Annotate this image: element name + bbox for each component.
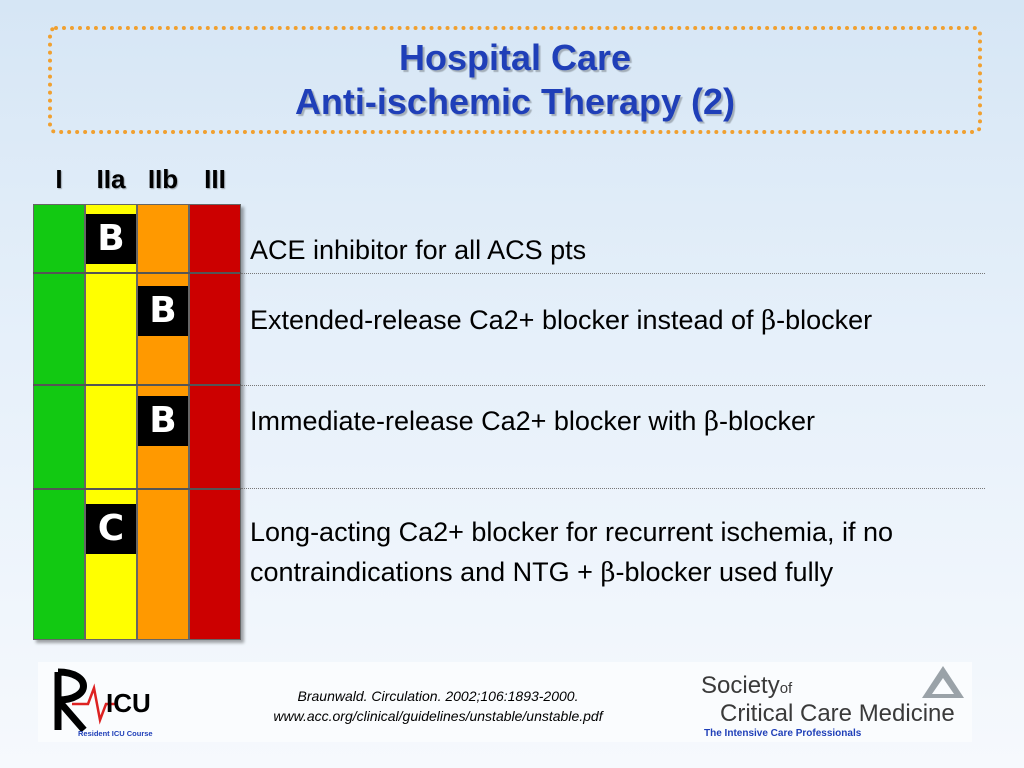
- beta-symbol: β: [600, 558, 616, 588]
- text-part: Extended-release Ca2+ blocker instead of: [250, 305, 762, 335]
- class-headers: [0, 164, 260, 200]
- grid-row-divider: [33, 488, 241, 490]
- sccm-logo: [698, 662, 970, 742]
- recommendation-text: ACE inhibitor for all ACS pts: [250, 235, 587, 265]
- evidence-level: B: [149, 400, 177, 441]
- evidence-level: C: [97, 508, 125, 549]
- class-iii-column: [189, 204, 241, 640]
- ricu-logo-text: ICU: [106, 688, 151, 718]
- evidence-badge: [86, 214, 136, 264]
- citation-line-1: Braunwald. Circulation. 2002;106:1893-2000.: [297, 688, 579, 704]
- text-part: -blocker used fully: [615, 557, 834, 587]
- evidence-badge: [138, 396, 188, 446]
- row-separator: [241, 385, 985, 386]
- text-part: -blocker: [718, 406, 816, 436]
- class-header-iib: IIb: [147, 164, 179, 194]
- grid-row-divider: [33, 384, 241, 386]
- class-iia-column: [85, 204, 137, 640]
- class-i-column: [33, 204, 85, 640]
- evidence-badge: [138, 286, 188, 336]
- ricu-logo: [48, 666, 183, 740]
- sccm-of: of: [779, 680, 793, 697]
- title-line-2: Anti-ischemic Therapy (2): [294, 81, 736, 122]
- recommendation-text: [250, 401, 990, 442]
- evidence-badge: [86, 504, 136, 554]
- ricu-logo-subtitle: Resident ICU Course: [78, 729, 153, 738]
- title-box: [48, 26, 982, 134]
- sccm-logo-line-2: Critical Care Medicine: [720, 700, 955, 727]
- text-part: -blocker: [776, 305, 873, 335]
- sccm-logo-line-1: [701, 672, 792, 700]
- text-part: Long-acting Ca2+ blocker for recurrent ischemia, if no contraindications and NTG +: [250, 517, 894, 587]
- sccm-triangle-icon: [920, 664, 966, 700]
- text-part: Immediate-release Ca2+ blocker with: [250, 406, 704, 436]
- recommendation-text: [250, 300, 990, 341]
- beta-symbol: β: [761, 306, 777, 336]
- title-line-1: Hospital Care: [398, 37, 632, 78]
- evidence-level: B: [149, 290, 177, 331]
- sccm-society: Society: [701, 672, 780, 699]
- class-header-i: I: [55, 164, 63, 194]
- recommendation-grid: [33, 204, 241, 640]
- citation: [218, 686, 658, 726]
- beta-symbol: β: [703, 407, 719, 437]
- evidence-level: B: [97, 218, 125, 259]
- class-header-iia: IIa: [96, 164, 126, 194]
- grid-row-divider: [33, 272, 241, 274]
- citation-line-2: www.acc.org/clinical/guidelines/unstable/unstable.pdf: [273, 708, 603, 724]
- footer: [38, 662, 972, 742]
- row-separator: [241, 273, 985, 274]
- sccm-tagline: The Intensive Care Professionals: [704, 728, 862, 739]
- class-header-iii: III: [204, 164, 226, 194]
- recommendation-text: [250, 512, 990, 593]
- row-separator: [241, 488, 985, 489]
